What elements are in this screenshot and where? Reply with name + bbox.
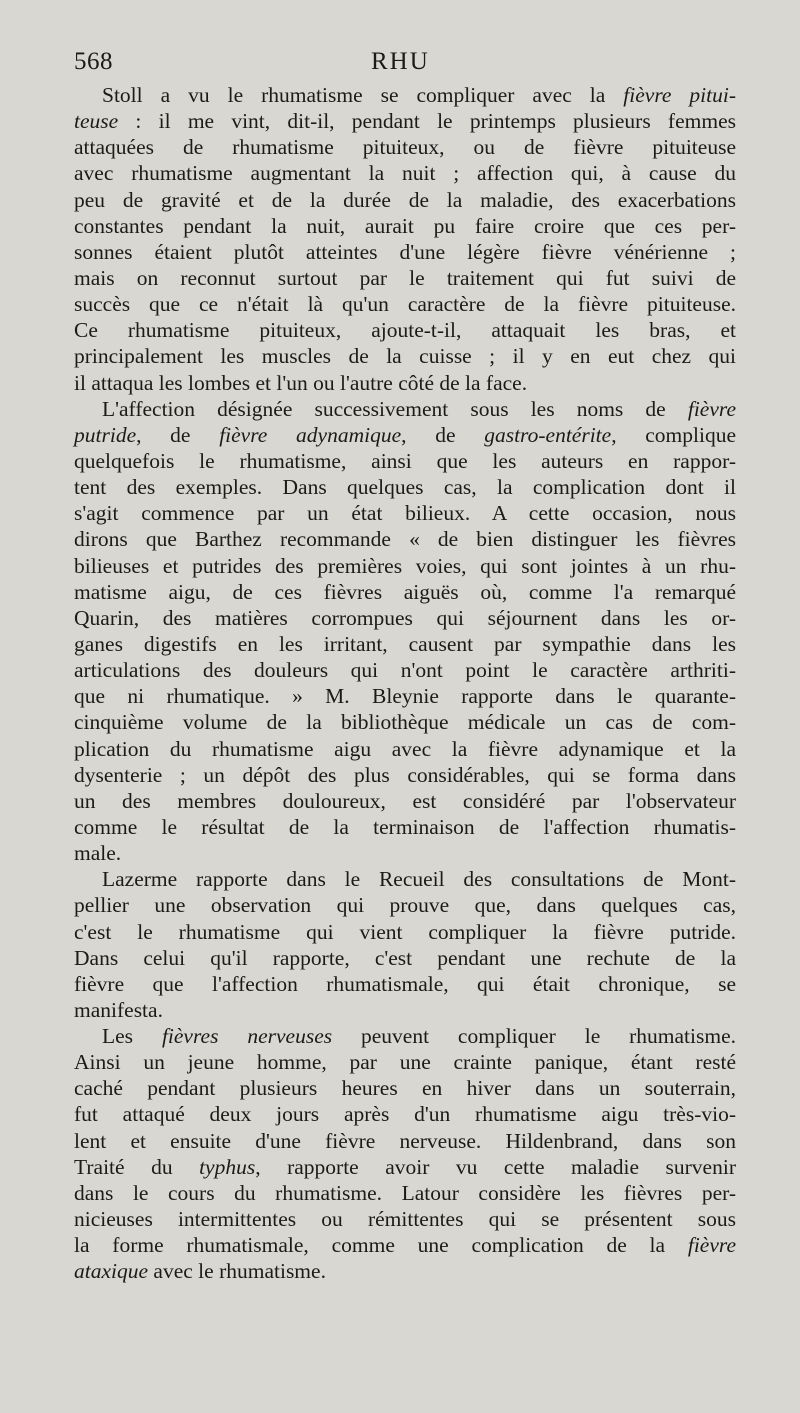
text-line: Ainsi un jeune homme, par une crainte panique, étant resté [74, 1050, 736, 1075]
text-line: il attaqua les lombes et l'un ou l'autre côté de la face. [74, 370, 528, 395]
text-line: mais on reconnut surtout par le traitement qui fut suivi de [74, 265, 736, 290]
text-line: c'est le rhumatisme qui vient compliquer la fièvre putride. [74, 919, 736, 944]
text-line: fièvre que l'affection rhumatismale, qui était chronique, se [74, 971, 736, 996]
text-line: nicieuses intermittentes ou rémittentes qui se présentent sous [74, 1207, 736, 1232]
text-line: L'affection désignée successivement sous les noms de fièvre [102, 396, 736, 421]
text-line: s'agit commence par un état bilieux. A cette occasion, nous [74, 501, 736, 526]
running-head: RHU [371, 48, 430, 75]
text-line: Dans celui qu'il rapporte, c'est pendant une rechute de la [74, 945, 736, 970]
text-line: fut attaqué deux jours après d'un rhumatisme aigu très-vio- [74, 1102, 736, 1127]
text-line: teuse : il me vint, dit-il, pendant le printemps plusieurs femmes [74, 109, 736, 134]
text-line: manifesta. [74, 997, 163, 1022]
text-line: Ce rhumatisme pituiteux, ajoute-t-il, attaquait les bras, et [74, 318, 736, 343]
text-line: principalement les muscles de la cuisse ; il y en eut chez qui [74, 344, 736, 369]
text-line: Les fièvres nerveuses peuvent compliquer le rhumatisme. [102, 1024, 737, 1049]
text-line: dysenterie ; un dépôt des plus considérables, qui se forma dans [74, 762, 736, 787]
page-header [74, 48, 736, 82]
text-line: articulations des douleurs qui n'ont point le caractère arthriti- [74, 658, 736, 683]
text-line: pellier une observation qui prouve que, dans quelques cas, [74, 893, 736, 918]
text-line: Lazerme rapporte dans le Recueil des consultations de Mont- [102, 867, 736, 892]
text-line: un des membres douloureux, est considéré par l'observateur [74, 788, 736, 813]
text-line: Stoll a vu le rhumatisme se compliquer avec la fièvre pitui- [102, 83, 736, 107]
page-number: 568 [74, 48, 113, 75]
text-line: plication du rhumatisme aigu avec la fièvre adynamique et la [74, 736, 736, 761]
text-line: Traité du typhus, rapporte avoir vu cette maladie survenir [74, 1154, 736, 1179]
text-line: avec rhumatisme augmentant la nuit ; affection qui, à cause du [74, 161, 736, 186]
text-line: sonnes étaient plutôt atteintes d'une légère fièvre vénérienne ; [74, 239, 736, 264]
text-line: ganes digestifs en les irritant, causent par sympathie dans les [74, 631, 736, 656]
text-line: dans le cours du rhumatisme. Latour considère les fièvres per- [74, 1180, 736, 1205]
text-line: peu de gravité et de la durée de la maladie, des exacerbations [74, 187, 736, 212]
text-line: matisme aigu, de ces fièvres aiguës où, comme l'a remarqué [74, 579, 736, 604]
text-line: attaquées de rhumatisme pituiteux, ou de fièvre pituiteuse [74, 135, 736, 160]
text-line: Quarin, des matières corrompues qui séjournent dans les or- [74, 605, 736, 630]
text-line: ataxique avec le rhumatisme. [74, 1259, 326, 1284]
text-line: dirons que Barthez recommande « de bien distinguer les fièvres [74, 527, 736, 552]
text-line: cinquième volume de la bibliothèque médicale un cas de com- [74, 710, 736, 735]
text-line: tent des exemples. Dans quelques cas, la complication dont il [74, 475, 736, 500]
text-line: lent et ensuite d'une fièvre nerveuse. Hildenbrand, dans son [74, 1128, 736, 1153]
text-line: constantes pendant la nuit, aurait pu faire croire que ces per- [74, 213, 736, 238]
text-line: quelquefois le rhumatisme, ainsi que les auteurs en rappor- [74, 448, 736, 473]
text-line: putride, de fièvre adynamique, de gastro-entérite, complique [74, 422, 737, 447]
text-line: bilieuses et putrides des premières voies, qui sont jointes à un rhu- [74, 553, 736, 578]
text-line: male. [74, 841, 122, 866]
text-line: la forme rhumatismale, comme une complication de la fièvre [74, 1233, 736, 1258]
text-line: caché pendant plusieurs heures en hiver dans un souterrain, [74, 1076, 736, 1101]
text-line: succès que ce n'était là qu'un caractère de la fièvre pituiteuse. [74, 292, 736, 317]
text-line: comme le résultat de la terminaison de l'affection rhumatis- [74, 814, 736, 839]
page-body [74, 82, 736, 1284]
text-line: que ni rhumatique. » M. Bleynie rapporte dans le quarante- [74, 684, 736, 709]
